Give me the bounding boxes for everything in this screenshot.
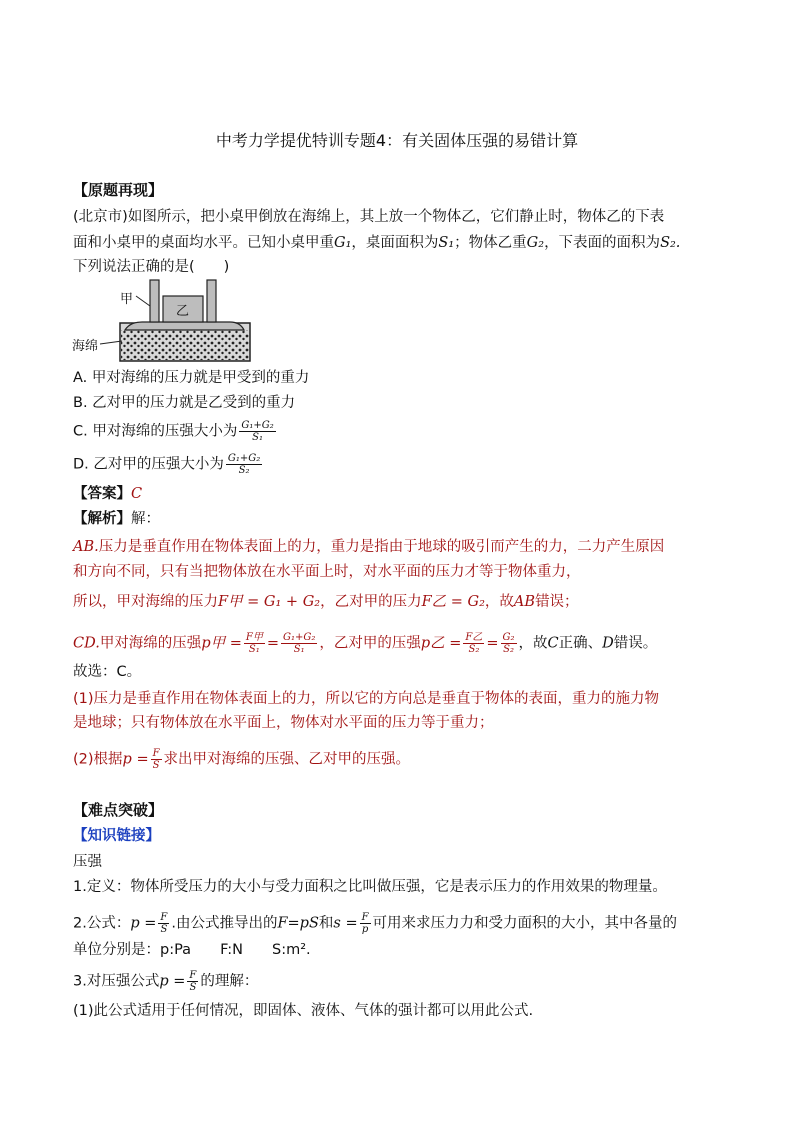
problem-line-1: (北京市)如图所示，把小桌甲倒放在海绵上，其上放一个物体乙，它们静止时，物体乙的下表 (73, 209, 665, 225)
analysis-choose: 故选：C。 (73, 664, 142, 680)
analysis-note-1-line-2: 是地球；只有物体放在水平面上，物体对水平面的压力等于重力； (73, 715, 494, 731)
problem-figure (70, 278, 255, 367)
option-b: B. 乙对甲的压力就是乙受到的重力 (73, 395, 296, 411)
analysis-so-line: 所以，甲对海绵的压力F甲 = G₁ + G₂，乙对甲的压力F乙 = G₂，故AB错误； (73, 594, 579, 610)
label-sponge: 海绵 (72, 339, 99, 354)
option-d: D. 乙对甲的压强大小为 $\frac{\text{G₁+G₂}}{\text{S₂}}$ (73, 453, 261, 476)
option-c: C. 甲对海绵的压强大小为 $\frac{\text{G₁+G₂}}{\text{S₁}}$ (73, 420, 274, 443)
section-heading-original: 【原题再现】 (73, 181, 164, 199)
option-a: A. 甲对海绵的压力就是甲受到的重力 (73, 370, 310, 386)
section-heading-difficulty: 【难点突破】 (73, 801, 164, 819)
knowledge-term: 压强 (73, 854, 102, 870)
knowledge-definition: 1.定义：物体所受压力的大小与受力面积之比叫做压强，它是表示压力的作用效果的物理量。 (73, 879, 667, 895)
answer-line: 【答案】C (73, 486, 143, 502)
knowledge-understanding: 3.对压强公式p = $\frac{F}{S}$ 的理解： (73, 970, 259, 993)
analysis-ab-line-1: AB.压力是垂直作用在物体表面上的力，重力是指由于地球的吸引而产生的力，二力产生原因 (73, 539, 665, 555)
knowledge-units: 单位分别是：p:Pa F:N S:m². (73, 942, 311, 958)
label-yi: 乙 (176, 304, 190, 319)
analysis-note-2: (2)根据p = $\frac{F}{S}$ 求出甲对海绵的压强、乙对甲的压强。 (73, 748, 411, 771)
label-jia: 甲 (120, 292, 134, 307)
analysis-label: 【解析】解： (73, 511, 160, 527)
analysis-cd-line: CD.甲对海绵的压强p甲 = $\frac{\text{F甲}}{\text{S₁}}$ = $\frac{\text{G₁+G₂}}{\text{S₁}}$ ，乙对甲的压强p乙 = $\frac{\text{F乙}}{\text{S₂}}$ = $\frac{\text{G₂}}{\text{S₂}}$ ，故C正确、D错误。 (73, 632, 658, 655)
knowledge-heading: 【知识链接】 (73, 828, 160, 844)
problem-line-2: 面和小桌甲的桌面均水平。已知小桌甲重G₁，桌面面积为S₁；物体乙重G₂，下表面的面积为S₂. (73, 235, 681, 251)
analysis-note-1-line-1: (1)压力是垂直作用在物体表面上的力，所以它的方向总是垂直于物体的表面，重力的施力物 (73, 691, 660, 707)
analysis-ab-line-2: 和方向不同，只有当把物体放在水平面上时，对水平面的压力才等于物体重力， (73, 564, 581, 580)
page-title: 中考力学提优特训专题4：有关固体压强的易错计算 (215, 131, 579, 150)
knowledge-formula: 2.公式：p = $\frac{F}{S}$ .由公式推导出的F=pS和s = $\frac{F}{p}$ 可用来求压力力和受力面积的大小，其中各量的 (73, 912, 678, 935)
problem-line-3: 下列说法正确的是( ) (73, 259, 230, 275)
knowledge-item-1: (1)此公式适用于任何情况，即固体、液体、气体的强计都可以用此公式. (73, 1003, 534, 1019)
